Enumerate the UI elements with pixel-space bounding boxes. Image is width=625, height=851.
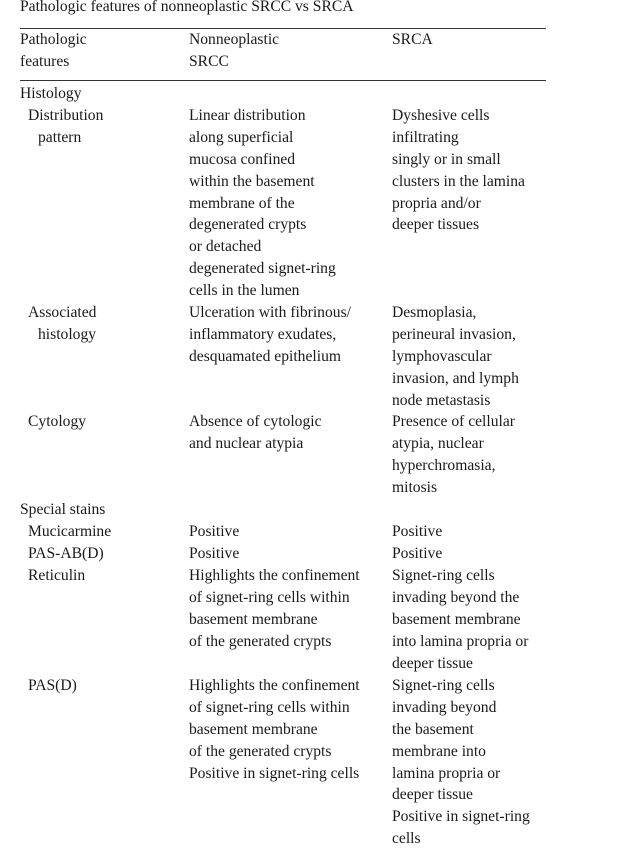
row-distribution-srca: Dyshesive cells infiltrating singly or in small clusters in the lamina propria and/or deeper tissues [392,107,525,234]
row-reticulin-feature: Reticulin [28,567,86,584]
top-rule [20,28,546,29]
table-caption: Pathologic features of nonneoplastic SRCC vs SRCA [20,0,354,15]
header-srca: SRCA [392,31,433,48]
row-pasab-srca: Positive [392,545,443,562]
row-reticulin-srcc: Highlights the confinement of signet-ring cells within basement membrane of the generated crypts [189,567,360,650]
row-associated-srcc: Ulceration with fibrinous/ inflammatory exudates, desquamated epithelium [189,304,351,365]
header-rule [20,80,546,81]
row-mucicarmine-feature: Mucicarmine [28,523,112,540]
section-histology: Histology [20,85,82,102]
header-nonneoplastic-srcc: Nonneoplastic SRCC [189,31,280,70]
row-mucicarmine-srcc: Positive [189,523,240,540]
row-distribution-feature: Distribution pattern [28,107,104,146]
row-pasd-feature: PAS(D) [28,677,77,694]
row-reticulin-srca: Signet-ring cells invading beyond the basement membrane into lamina propria or deeper tissue [392,567,529,672]
row-pasab-srcc: Positive [189,545,240,562]
row-pasd-srca: Signet-ring cells invading beyond the basement membrane into lamina propria or deeper tissue Positive in signet-ring cells [392,677,530,848]
row-mucicarmine-srca: Positive [392,523,443,540]
row-cytology-srcc: Absence of cytologic and nuclear atypia [189,413,322,452]
row-pasab-feature: PAS-AB(D) [28,545,104,562]
header-pathologic-features: Pathologic features [20,31,87,70]
row-distribution-srcc: Linear distribution along superficial mucosa confined within the basement membrane of the degenerated crypts or detached degenerated signet-ring cells in the lumen [189,107,336,300]
section-special-stains: Special stains [20,501,106,518]
row-associated-feature: Associated histology [28,304,97,343]
row-pasd-srcc: Highlights the confinement of signet-ring cells within basement membrane of the generated crypts Positive in signet-ring cells [189,677,360,782]
row-associated-srca: Desmoplasia, perineural invasion, lymphovascular invasion, and lymph node metastasis [392,304,519,409]
row-cytology-srca: Presence of cellular atypia, nuclear hyperchromasia, mitosis [392,413,515,496]
row-cytology-feature: Cytology [28,413,87,430]
